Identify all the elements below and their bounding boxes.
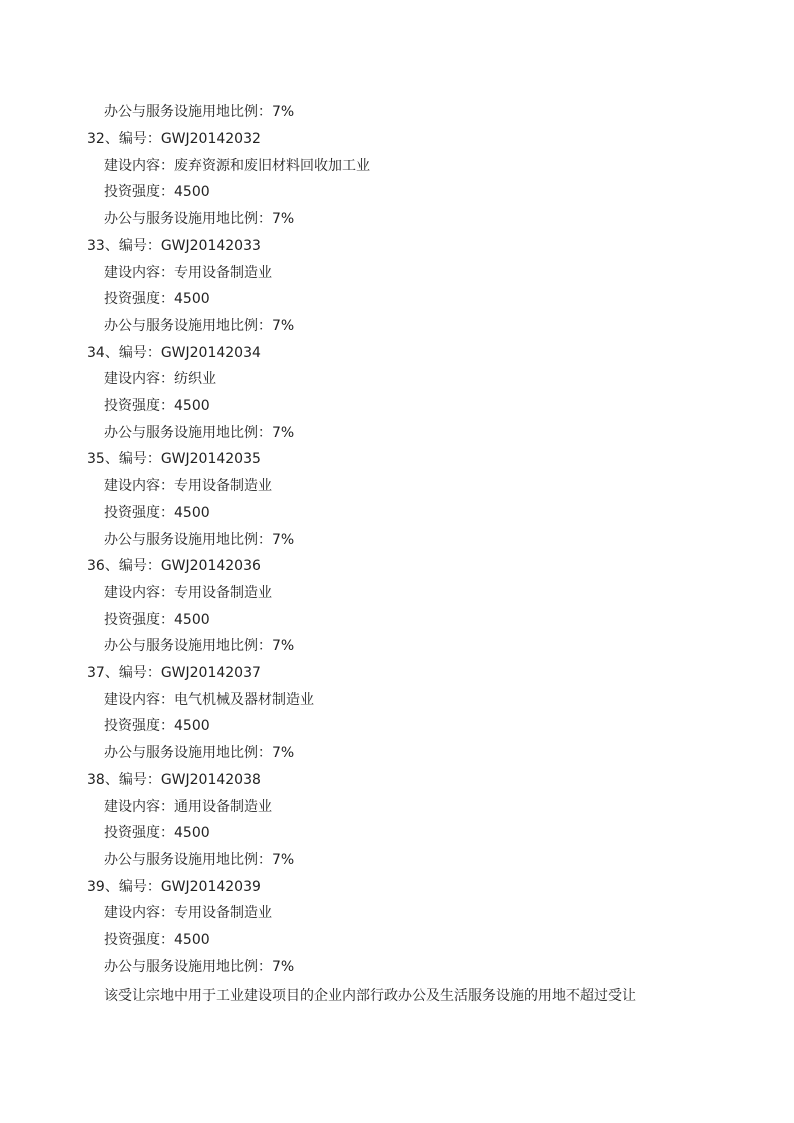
entry-number-line: 32、编号：GWJ20142032: [87, 131, 261, 147]
entry-ratio-line: 办公与服务设施用地比例：7%: [104, 211, 295, 227]
entry-ratio-line: 办公与服务设施用地比例：7%: [104, 638, 295, 654]
entry-number-line: 39、编号：GWJ20142039: [87, 879, 261, 895]
entry-investment-line: 投资强度：4500: [104, 932, 210, 948]
entry-number-line: 36、编号：GWJ20142036: [87, 558, 261, 574]
entry-content-line: 建设内容：纺织业: [104, 371, 216, 387]
entry-number-line: 37、编号：GWJ20142037: [87, 665, 261, 681]
entry-ratio-line: 办公与服务设施用地比例：7%: [104, 318, 295, 334]
entry-number-line: 33、编号：GWJ20142033: [87, 238, 261, 254]
entry-investment-line: 投资强度：4500: [104, 398, 210, 414]
entry-ratio-line: 办公与服务设施用地比例：7%: [104, 532, 295, 548]
entry-ratio-line: 办公与服务设施用地比例：7%: [104, 852, 295, 868]
entry-investment-line: 投资强度：4500: [104, 718, 210, 734]
entry-number-line: 38、编号：GWJ20142038: [87, 772, 261, 788]
entry-investment-line: 投资强度：4500: [104, 184, 210, 200]
entry-content-line: 建设内容：废弃资源和废旧材料回收加工业: [104, 158, 370, 174]
entry-number-line: 34、编号：GWJ20142034: [87, 345, 261, 361]
entry-content-line: 建设内容：专用设备制造业: [104, 265, 272, 281]
entry-investment-line: 投资强度：4500: [104, 505, 210, 521]
entry-ratio-line: 办公与服务设施用地比例：7%: [104, 425, 295, 441]
entry-content-line: 建设内容：专用设备制造业: [104, 478, 272, 494]
entry-investment-line: 投资强度：4500: [104, 825, 210, 841]
entry-content-line: 建设内容：通用设备制造业: [104, 799, 272, 815]
entry-content-line: 建设内容：电气机械及器材制造业: [104, 692, 314, 708]
entry-investment-line: 投资强度：4500: [104, 291, 210, 307]
entry-investment-line: 投资强度：4500: [104, 612, 210, 628]
lead-ratio-line: 办公与服务设施用地比例：7%: [104, 104, 295, 120]
entry-ratio-line: 办公与服务设施用地比例：7%: [104, 959, 295, 975]
trailing-paragraph: 该受让宗地中用于工业建设项目的企业内部行政办公及生活服务设施的用地不超过受让: [104, 988, 636, 1004]
entry-content-line: 建设内容：专用设备制造业: [104, 905, 272, 921]
entry-content-line: 建设内容：专用设备制造业: [104, 585, 272, 601]
entry-ratio-line: 办公与服务设施用地比例：7%: [104, 745, 295, 761]
entry-number-line: 35、编号：GWJ20142035: [87, 451, 261, 467]
